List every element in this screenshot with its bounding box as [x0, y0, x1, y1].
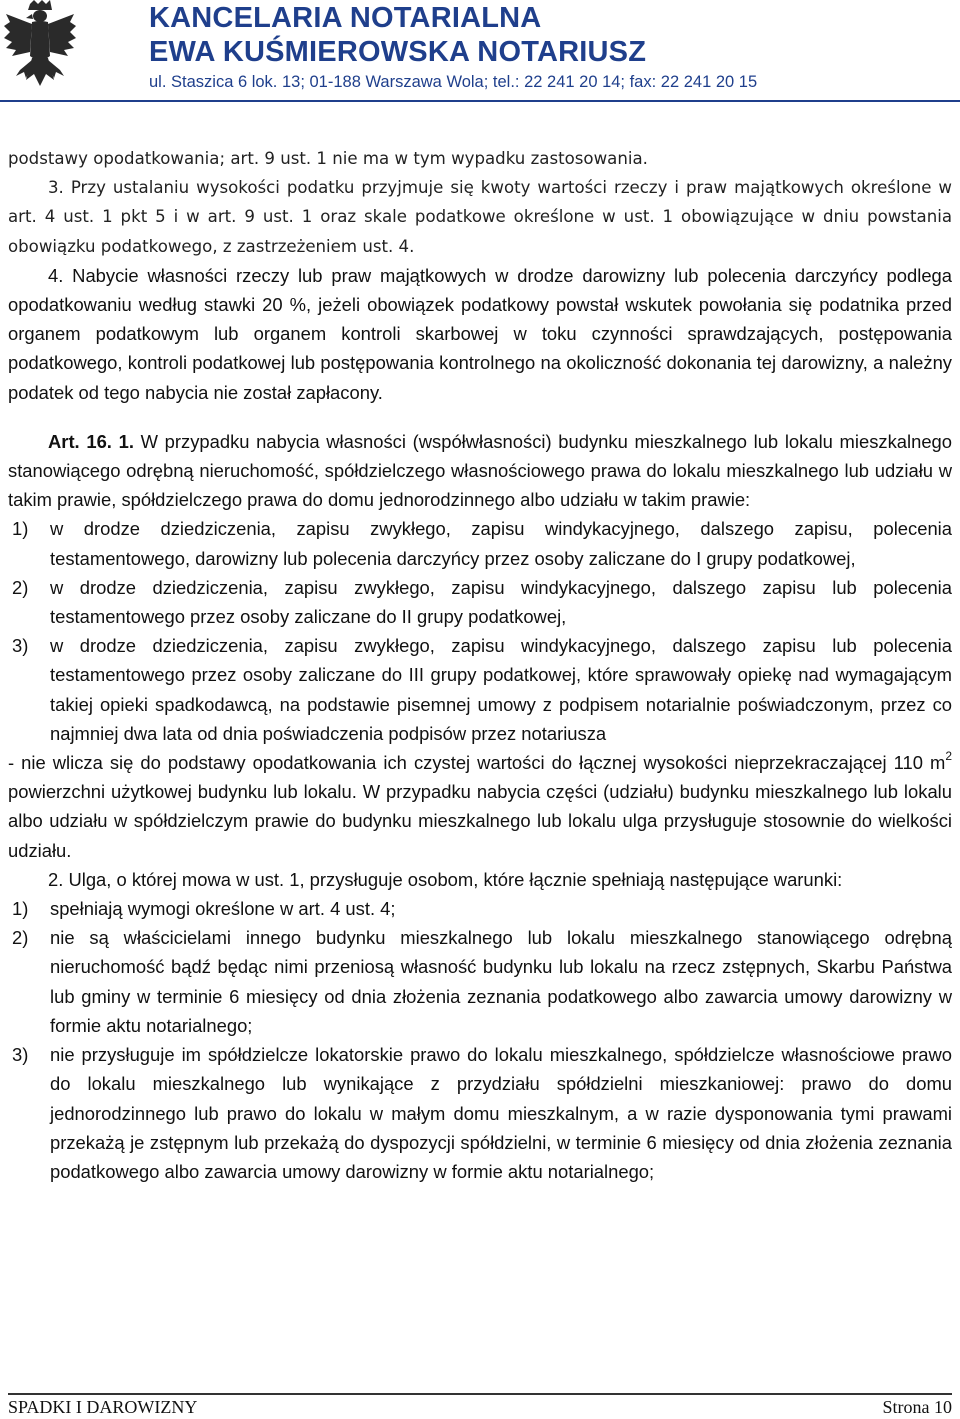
- office-name: KANCELARIA NOTARIALNA: [149, 2, 542, 34]
- notary-name: EWA KUŚMIEROWSKA NOTARIUSZ: [149, 36, 647, 68]
- article-label: Art. 16. 1.: [48, 430, 134, 452]
- list-number: 2): [12, 576, 29, 598]
- document-body: [8, 144, 952, 1186]
- list-text: nie są właścicielami innego budynku mieszkalnego lub lokalu mieszkalnego stanowiącego odrębną nieruchomość bądź będąc nimi przeniosą własność budynku lub lokalu na rzecz zstępnych, Skarbu Państwa lub gminy w terminie 6 miesięcy od dnia złożenia zeznania podatkowego albo zawarcia umowy darowizny w formie aktu notarialnego;: [50, 927, 952, 1036]
- list-item: [8, 514, 952, 572]
- paragraph: - nie wlicza się do podstawy opodatkowania ich czystej wartości do łącznej wysokości nieprzekraczającej 110 $m^2$ powierzchni użytkowej budynku lub lokalu. W przypadku nabycia części (udziału) budynku mieszkalnego lub lokalu albo udziału w spółdzielczym prawie do budynku mieszkalnego lub lokalu ulga przysługuje stosownie do wielkości udziału.: [8, 748, 952, 861]
- footer-divider: [8, 1393, 952, 1395]
- list-text: w drodze dziedziczenia, zapisu zwykłego, zapisu windykacyjnego, dalszego zapisu lub polecenia testamentowego przez osoby zaliczane do II grupy podatkowej,: [50, 576, 952, 628]
- page-number: Strona 10: [882, 1397, 952, 1417]
- list-item: [8, 573, 952, 631]
- list-item: [8, 923, 952, 1040]
- letterhead: [0, 0, 960, 100]
- list-item: [8, 631, 952, 748]
- list-number: 2): [12, 927, 29, 949]
- polish-eagle-emblem: [2, 0, 78, 98]
- list-number: 3): [12, 635, 29, 657]
- list-text: nie przysługuje im spółdzielcze lokatorskie prawo do lokalu mieszkalnego, spółdzielcze własnościowe prawo do lokalu mieszkalnego lub wynikające z przydziału spółdzielni mieszkaniowej: prawo do domu jednorodzinnego lub prawo do lokalu w małym domu mieszkalnym, a w razie dysponowania tymi prawami przekażą je zstępnym lub przekażą do dyspozycji spółdzielni, w terminie 6 miesięcy od dnia złożenia zeznania podatkowego albo zawarcia umowy darowizny w formie aktu notarialnego;: [50, 1044, 952, 1182]
- paragraph: 2. Ulga, o której mowa w ust. 1, przysługuje osobom, które łącznie spełniają następujące warunki:: [48, 868, 843, 890]
- article-text: W przypadku nabycia własności (współwłasności) budynku mieszkalnego lub lokalu mieszkalnego stanowiącego odrębną nieruchomość, spółdzielczego własnościowego prawa do lokalu mieszkalnego lub udziału w takim prawie, spółdzielczego prawa do domu jednorodzinnego albo udziału w takim prawie:: [8, 430, 953, 511]
- list-text: w drodze dziedziczenia, zapisu zwykłego, zapisu windykacyjnego, dalszego zapisu, polecenia testamentowego, darowizny lub polecenia darczyńcy przez osoby zaliczane do I grupy podatkowej,: [50, 518, 952, 569]
- paragraph: 3. Przy ustalaniu wysokości podatku przyjmuje się kwoty wartości rzeczy i praw majątkowych określone w art. 4 ust. 1 pkt 5 i w art. 9 ust. 1 oraz skale podatkowe określone w ust. 1 obowiązujące w dniu powstania obowiązku podatkowego, z zastrzeżeniem ust. 4.: [8, 178, 952, 256]
- list-number: 1): [12, 898, 29, 920]
- paragraph: 4. Nabycie własności rzeczy lub praw majątkowych w drodze darowizny lub polecenia darczyńcy podlega opodatkowaniu według stawki 20 %, jeżeli obowiązek podatkowy powstał wskutek powołania się podatnika przed organem podatkowym lub organem kontroli skarbowej w toku czynności sprawdzających, postępowania podatkowego, kontroli podatkowej lub postępowania kontrolnego na okoliczność dokonania tej darowizny, a należny podatek od tego nabycia nie został zapłacony.: [8, 264, 952, 403]
- list-text: spełniają wymogi określone w art. 4 ust. 4;: [50, 898, 396, 920]
- list-item: [8, 1040, 952, 1186]
- list-text: w drodze dziedziczenia, zapisu zwykłego, zapisu windykacyjnego, dalszego zapisu lub polecenia testamentowego przez osoby zaliczane do III grupy podatkowej, które sprawowały opiekę nad wymagającym takiej opieki spadkodawcą, na podstawie pisemnej umowy z podpisem notarialnie poświadczonym, przez co najmniej dwa lata od dnia poświadczenia podpisów przez notariusza: [50, 635, 952, 744]
- office-address: ul. Staszica 6 lok. 13; 01-188 Warszawa Wola; tel.: 22 241 20 14; fax: 22 241 20 15: [149, 73, 758, 91]
- article-16-intro: [8, 427, 952, 515]
- list-number: 1): [12, 518, 29, 540]
- list-number: 3): [12, 1044, 29, 1066]
- paragraph: podstawy opodatkowania; art. 9 ust. 1 nie ma w tym wypadku zastosowania.: [8, 149, 648, 168]
- header-divider: [0, 100, 960, 102]
- list-item: [8, 894, 952, 923]
- footer-section-title: SPADKI I DAROWIZNY: [8, 1397, 198, 1417]
